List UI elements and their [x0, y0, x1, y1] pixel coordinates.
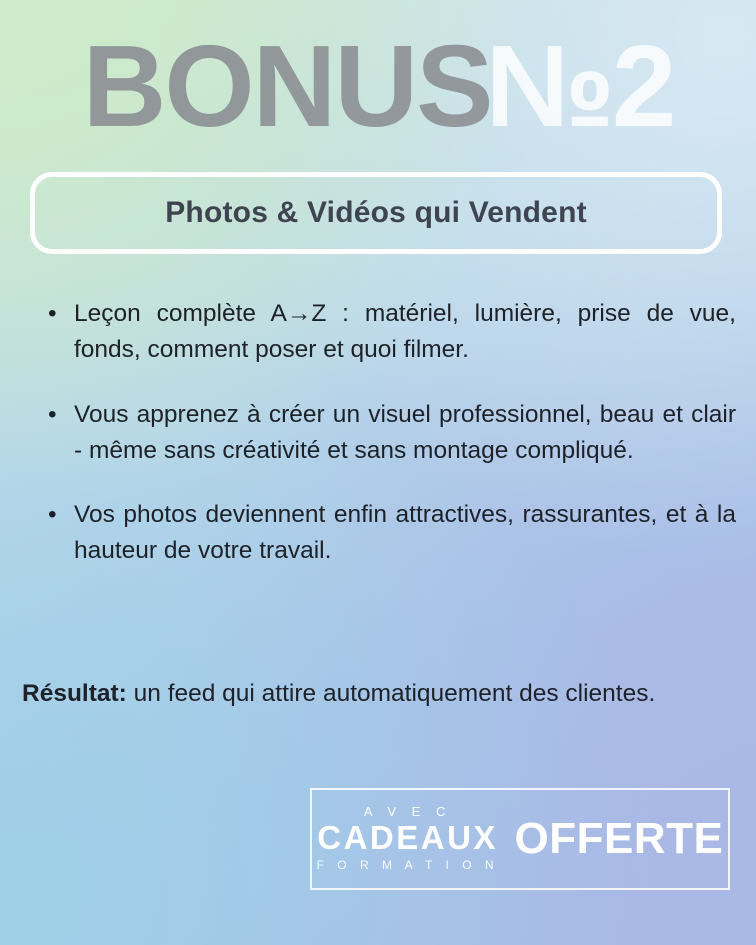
- title-row: [0, 21, 756, 153]
- gift-badge: [310, 788, 730, 890]
- list-item-text: Leçon complète A→Z : matériel, lumière, prise de vue, fonds, comment poser et quoi filmer.: [74, 300, 736, 364]
- bullet-marker-icon: •: [48, 300, 57, 327]
- subtitle-box: [30, 172, 722, 254]
- bullet-list: [46, 296, 736, 570]
- list-item: [46, 296, 736, 369]
- bonus-number: №2: [485, 21, 674, 151]
- badge-formation-label: F O R M A T I O N: [316, 858, 499, 873]
- result-label: Résultat:: [22, 680, 127, 707]
- list-item-text: Vous apprenez à créer un visuel professionnel, beau et clair - même sans créativité et sans montage compliqué.: [74, 400, 736, 464]
- subtitle-text: Photos & Vidéos qui Vendent: [165, 196, 587, 229]
- list-item-text: Vos photos deviennent enfin attractives, rassurantes, et à la hauteur de votre travail.: [74, 501, 736, 565]
- bullet-marker-icon: •: [48, 501, 57, 528]
- bullet-marker-icon: •: [48, 400, 57, 428]
- list-item: [46, 397, 736, 470]
- badge-cadeaux-label: CADEAUX: [317, 818, 498, 856]
- badge-avec-label: A V E C: [363, 803, 452, 819]
- page-title: BONUS: [82, 21, 492, 151]
- badge-offerte-label: OFFERTE: [514, 813, 724, 863]
- result-line: [22, 676, 736, 712]
- result-text: un feed qui attire automatiquement des clientes.: [126, 680, 656, 707]
- list-item: [46, 497, 736, 570]
